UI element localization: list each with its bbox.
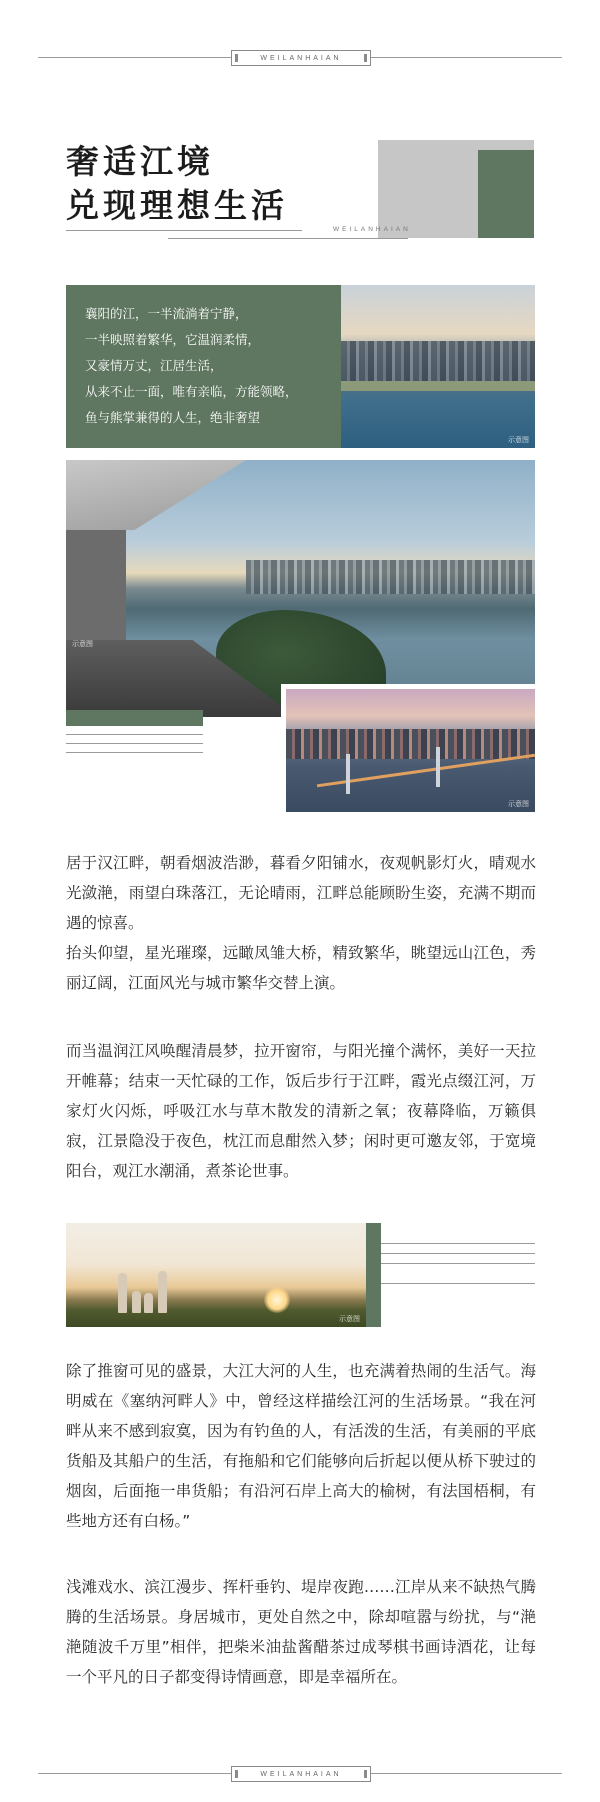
body-text-block-3: [66, 1356, 536, 1536]
family-figure: [144, 1293, 153, 1313]
paragraph: 抬头仰望，星光璀璨，远瞰凤雏大桥，精致繁华，眺望远山江色，秀丽辽阔，江面风光与城市繁华交替上演。: [66, 944, 536, 992]
balcony-river-view-photo: [66, 460, 535, 717]
decor-green-bar: [66, 710, 203, 726]
body-text-block-2: [66, 1036, 536, 1186]
intro-line: 从来不止一面，唯有亲临，方能领略，: [85, 384, 298, 399]
city-shore: [341, 381, 535, 391]
page-title: [66, 140, 288, 228]
paragraph: 而当温润江风唤醒清晨梦，拉开窗帘，与阳光撞个满怀，美好一天拉开帷幕；结束一天忙碌的工作，饭后步行于江畔，霞光点缀江河，万家灯火闪烁，呼吸江水与草木散发的清新之氧；夜幕降临，万籁俱寂，江景隐没于夜色，枕江而息酣然入梦；闲时更可邀友邻，于宽境阳台，观江水潮涌，煮茶论世事。: [66, 1042, 536, 1180]
headline-green-block: [478, 150, 534, 238]
body-text-block-4: [66, 1572, 536, 1692]
title-line-2: 兑现理想生活: [66, 186, 288, 225]
decor-line: [381, 1253, 535, 1254]
paragraph: 浅滩戏水、滨江漫步、挥杆垂钓、堤岸夜跑……江岸从来不缺热气腾腾的生活场景。身居城市，更处自然之中，除却喧嚣与纷扰，与“滟滟随波千万里”相伴，把柴米油盐酱醋茶过成琴棋书画诗酒花，让每一个平凡的日子都变得诗情画意，即是幸福所在。: [66, 1578, 536, 1686]
bridge-tower: [436, 747, 440, 787]
intro-line: 鱼与熊掌兼得的人生，绝非奢望: [85, 410, 261, 425]
sun: [264, 1287, 290, 1313]
bridge-skyline: [286, 729, 535, 759]
headline-rule-2: [168, 238, 408, 239]
family-sunset-photo: [66, 1223, 366, 1327]
family-figure: [132, 1291, 141, 1313]
balcony-skyline: [246, 560, 535, 594]
photo-caption: 示意图: [72, 640, 93, 648]
headline-rule-1: [66, 230, 302, 231]
bridge-night-photo: [281, 684, 535, 812]
bridge-tower: [346, 754, 350, 794]
headline-brand-text: WEILANHAIAN: [333, 226, 411, 233]
intro-line: 襄阳的江，一半流淌着宁静，: [85, 306, 248, 321]
decor-line: [66, 734, 203, 735]
body-text-block-1: [66, 848, 536, 998]
photo-caption: 示意图: [339, 1315, 360, 1323]
paragraph: 居于汉江畔，朝看烟波浩渺，暮看夕阳铺水，夜观帆影灯火，晴观水光潋滟，雨望白珠落江，无论晴雨，江畔总能顾盼生姿，充满不期而遇的惊喜。: [66, 854, 536, 932]
bottom-brand-text: WEILANHAIAN: [260, 1770, 342, 1778]
decor-green-vbar: [366, 1223, 381, 1327]
city-riverside-photo: [341, 285, 535, 448]
decor-line: [381, 1243, 535, 1244]
bottom-brand-tag: [231, 1766, 371, 1782]
photo-caption: 示意图: [508, 436, 529, 444]
city-skyline: [341, 341, 535, 381]
top-brand-text: WEILANHAIAN: [260, 54, 342, 62]
decor-line: [66, 752, 203, 753]
family-figure: [118, 1273, 127, 1313]
title-line-1: 奢适江境: [66, 142, 214, 181]
family-figure: [158, 1271, 167, 1313]
balcony-roof: [66, 460, 246, 530]
decor-line: [381, 1283, 535, 1284]
intro-text-box: [66, 285, 341, 448]
decor-line: [66, 743, 203, 744]
photo-caption: 示意图: [508, 800, 529, 808]
top-brand-tag: [231, 50, 371, 66]
intro-line: 一半映照着繁华，它温润柔情，: [85, 332, 261, 347]
intro-line: 又豪情万丈，江居生活，: [85, 358, 223, 373]
decor-line: [381, 1263, 535, 1264]
paragraph: 除了推窗可见的盛景，大江大河的人生，也充满着热闹的生活气。海明威在《塞纳河畔人》中，曾经这样描绘江河的生活场景。“我在河畔从来不感到寂寞，因为有钓鱼的人，有活泼的生活，有美丽的平底货船及其船户的生活，有拖船和它们能够向后折起以便从桥下驶过的烟囱，后面拖一串货船；有沿河石岸上高大的榆树，有法国梧桐，有些地方还有白杨。”: [66, 1362, 536, 1530]
